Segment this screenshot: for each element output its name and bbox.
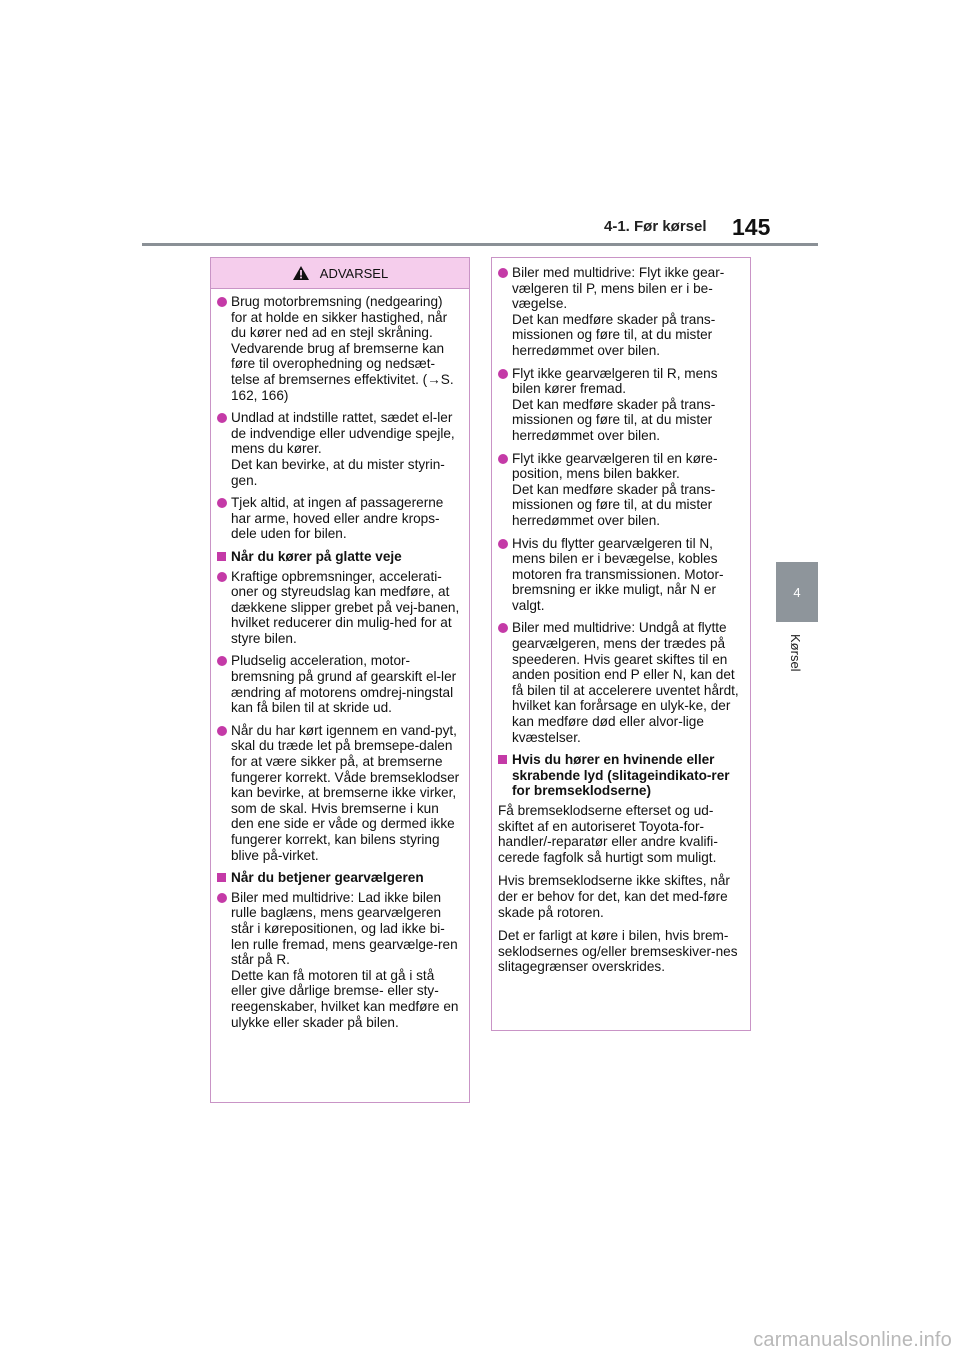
paragraph-text: Det er farligt at køre i bilen, hvis brem-seklodsernes og/eller bremseskiver-nes slitagegrænser overskrides. <box>498 928 738 975</box>
chapter-label: Kørsel <box>788 634 803 672</box>
bullet-icon <box>217 413 227 423</box>
square-bullet-icon <box>498 755 507 764</box>
page-number: 145 <box>732 214 771 240</box>
list-item-text: Brug motorbremsning (nedgearing) for at holde en sikker hastighed, når du kører ned ad en stejl skråning. Vedvarende brug af bremserne kan føre til overophedning og nedsæt-telse af bremsernes effektivitet. (→S. 162, 166) <box>231 294 454 403</box>
chapter-number: 4 <box>793 584 801 600</box>
paragraph-text: Hvis bremseklodserne ikke skiftes, når der er behov for det, kan det med-føre skade på rotoren. <box>498 873 730 920</box>
list-item-text: Biler med multidrive: Flyt ikke gear-vælgeren til P, mens bilen er i be-vægelse. Det kan medføre skader på trans-missionen og føre til, at du mister herredømmet over bilen. <box>512 265 725 358</box>
list-item <box>498 451 742 529</box>
bullet-icon <box>498 268 508 278</box>
subheading-text: Hvis du hører en hvinende eller skrabende lyd (slitageindikato-rer for bremseklodserne) <box>512 752 730 799</box>
paragraph <box>498 873 742 920</box>
bullet-icon <box>498 539 508 549</box>
bullet-icon <box>217 498 227 508</box>
paragraph <box>498 803 742 865</box>
warning-body-left <box>211 289 469 1030</box>
subheading <box>217 870 461 886</box>
list-item <box>217 294 461 403</box>
bullet-icon <box>217 893 227 903</box>
list-item <box>217 653 461 715</box>
header-rule <box>142 243 818 246</box>
paragraph-text: Få bremseklodserne efterset og ud-skiftet af en autoriseret Toyota-for-handler/-reparatør eller andre kvalifi-cerede fagfolk så hurtigt som muligt. <box>498 803 718 865</box>
paragraph <box>498 928 742 975</box>
list-item <box>217 569 461 647</box>
list-item <box>217 495 461 542</box>
warning-box-right <box>491 257 751 1031</box>
bullet-icon <box>217 726 227 736</box>
list-item-text: Flyt ikke gearvælgeren til R, mens bilen kører fremad. Det kan medføre skader på trans-missionen og føre til, at du mister herredømmet over bilen. <box>512 365 718 443</box>
section-title: 4-1. Før kørsel <box>604 218 707 235</box>
square-bullet-icon <box>217 552 226 561</box>
watermark: carmanualsonline.info <box>753 1329 952 1351</box>
list-item-text: Når du har kørt igennem en vand-pyt, skal du træde let på bremsepe-dalen for at være sikker på, at bremserne fungerer korrekt. Våde bremseklodser kan bevirke, at bremserne ikke virker, som de skal. Hvis bremserne i kun den ene side er våde og dermed ikke fungerer korrekt, kan bilens styring blive på-virket. <box>231 722 460 863</box>
bullet-icon <box>498 454 508 464</box>
list-item-text: Hvis du flytter gearvælgeren til N, mens bilen er i bevægelse, kobles motoren fra transmissionen. Motor-bremsning er ikke muligt, når N er valgt. <box>512 535 724 613</box>
bullet-icon <box>217 572 227 582</box>
bullet-icon <box>217 656 227 666</box>
list-item-text: Biler med multidrive: Lad ikke bilen rulle baglæns, mens gearvælgeren står i kørepositionen, og lad ikke bi-len rulle fremad, mens gearvælge-ren står på R. Dette kan få motoren til at gå i stå eller give dårlige bremse- eller sty-reegenskaber, hvilket kan medføre en ulykke eller skader på bilen. <box>231 889 459 1030</box>
subheading-text: Når du betjener gearvælgeren <box>231 870 424 886</box>
warning-triangle-icon <box>292 265 310 281</box>
warning-body-right <box>492 258 750 975</box>
list-item <box>217 410 461 488</box>
warning-header <box>211 258 469 289</box>
square-bullet-icon <box>217 873 226 882</box>
subheading <box>217 549 461 565</box>
list-item-text: Flyt ikke gearvælgeren til en køre-position, mens bilen bakker. Det kan medføre skader på trans-missionen og føre til, at du mister herredømmet over bilen. <box>512 450 718 528</box>
warning-box-left <box>210 257 470 1103</box>
bullet-icon <box>498 369 508 379</box>
list-item-text: Kraftige opbremsninger, accelerati-oner og styreudslag kan medføre, at dækkene slipper grebet på vej-banen, hvilket reducerer din mulig-hed for at styre bilen. <box>231 568 460 646</box>
bullet-icon <box>217 297 227 307</box>
list-item-text: Tjek altid, at ingen af passagererne har arme, hoved eller andre krops-dele uden for bilen. <box>231 495 444 542</box>
list-item <box>498 536 742 614</box>
warning-title: ADVARSEL <box>319 265 389 281</box>
list-item <box>217 890 461 1030</box>
chapter-tab <box>776 562 818 622</box>
list-item-text: Undlad at indstille rattet, sædet el-ler de indvendige eller udvendige spejle, mens du kører. Det kan bevirke, at du mister styrin-gen. <box>231 410 455 488</box>
list-item <box>217 723 461 863</box>
list-item-text: Pludselig acceleration, motor-bremsning på grund af gearskift el-ler ændring af motorens omdrej-ningstal kan få bilen til at skride ud. <box>231 653 457 716</box>
bullet-icon <box>498 623 508 633</box>
list-item <box>498 265 742 359</box>
list-item <box>498 366 742 444</box>
list-item <box>498 620 742 745</box>
subheading-text: Når du kører på glatte veje <box>231 548 402 564</box>
subheading <box>498 752 742 799</box>
list-item-text: Biler med multidrive: Undgå at flytte gearvælgeren, mens der trædes på speederen. Hvis gearet skiftes til en anden position end P eller N, kan det få bilen til at accelerere uventet hårdt, hvilket kan forårsage en ulyk-ke, der kan medføre død eller alvor-lige kvæstelser. <box>512 620 739 745</box>
